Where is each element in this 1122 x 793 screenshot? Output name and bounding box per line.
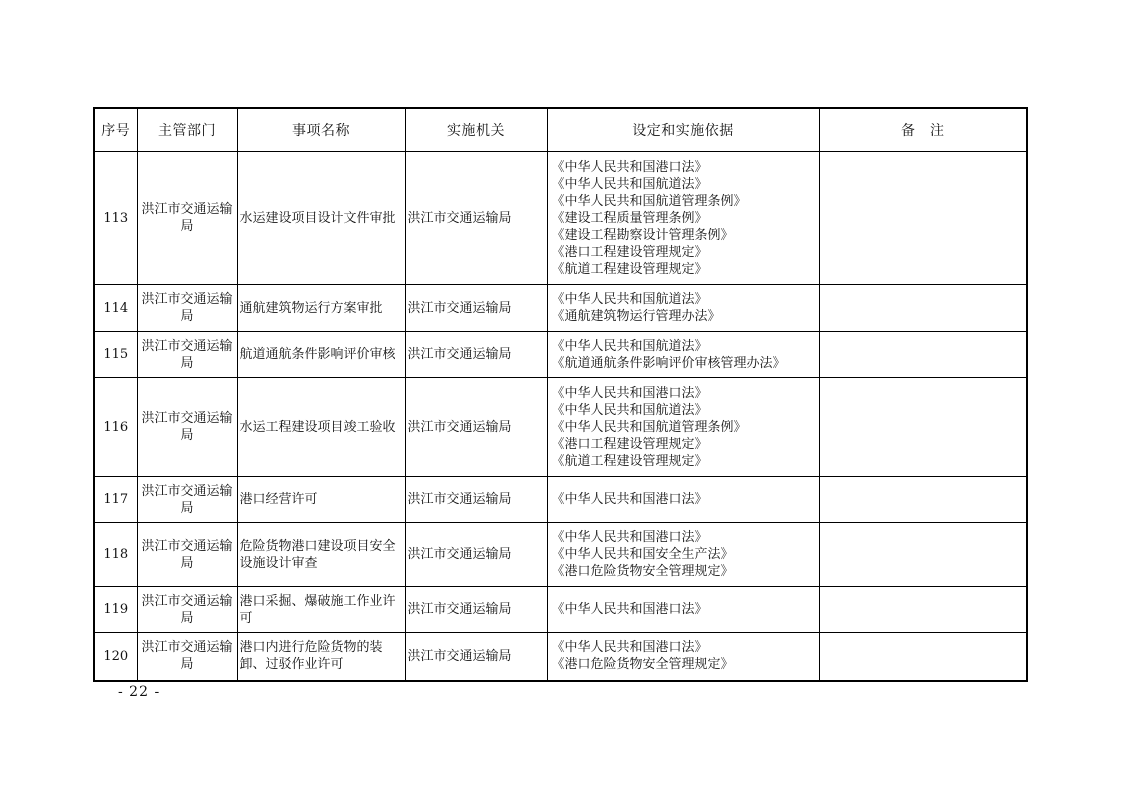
- row-dept-cell: 洪江市交通运输局: [137, 523, 237, 587]
- table-body: [94, 152, 1027, 681]
- table-row: [94, 477, 1027, 523]
- row-remark-cell: [819, 285, 1027, 332]
- row-org-cell: 洪江市交通运输局: [405, 378, 547, 477]
- basis-entry: 《中华人民共和国港口法》: [551, 159, 708, 175]
- basis-entry: 《中华人民共和国航道管理条例》: [551, 193, 747, 209]
- row-org-cell: 洪江市交通运输局: [405, 477, 547, 523]
- table-row: [94, 285, 1027, 332]
- header-dept: 主管部门: [137, 108, 237, 152]
- row-remark-cell: [819, 332, 1027, 378]
- row-remark-cell: [819, 378, 1027, 477]
- basis-entry: 《港口工程建设管理规定》: [551, 436, 708, 452]
- row-item-cell: 水运工程建设项目竣工验收: [237, 378, 405, 477]
- row-seq-cell: 113: [94, 152, 137, 285]
- basis-entry: 《中华人民共和国港口法》: [551, 385, 708, 401]
- row-seq-cell: 119: [94, 587, 137, 633]
- row-remark-cell: [819, 587, 1027, 633]
- row-org-cell: 洪江市交通运输局: [405, 633, 547, 681]
- licensing-items-table: [93, 107, 1028, 682]
- row-seq-cell: 117: [94, 477, 137, 523]
- basis-entry: 《中华人民共和国港口法》: [551, 602, 708, 617]
- table-header: [94, 108, 1027, 152]
- table-row: [94, 152, 1027, 285]
- row-dept-cell: 洪江市交通运输局: [137, 285, 237, 332]
- row-org-cell: 洪江市交通运输局: [405, 523, 547, 587]
- row-org-cell: 洪江市交通运输局: [405, 285, 547, 332]
- row-item-cell: 港口内进行危险货物的装卸、过驳作业许可: [237, 633, 405, 681]
- row-dept-cell: 洪江市交通运输局: [137, 378, 237, 477]
- row-item-cell: 港口经营许可: [237, 477, 405, 523]
- row-seq-cell: 114: [94, 285, 137, 332]
- row-remark-cell: [819, 523, 1027, 587]
- table-row: [94, 523, 1027, 587]
- row-dept-cell: 洪江市交通运输局: [137, 587, 237, 633]
- basis-entry: 《中华人民共和国航道法》: [551, 176, 708, 192]
- row-remark-cell: [819, 152, 1027, 285]
- basis-entry: 《港口工程建设管理规定》: [551, 244, 708, 260]
- row-basis-cell: [547, 285, 819, 332]
- header-row: [94, 108, 1027, 152]
- row-seq-cell: 116: [94, 378, 137, 477]
- row-basis-cell: [547, 378, 819, 477]
- basis-entry: 《通航建筑物运行管理办法》: [551, 309, 721, 324]
- row-seq-cell: 120: [94, 633, 137, 681]
- header-basis: 设定和实施依据: [547, 108, 819, 152]
- row-item-cell: 航道通航条件影响评价审核: [237, 332, 405, 378]
- basis-entry: 《中华人民共和国航道管理条例》: [551, 419, 747, 435]
- row-item-cell: 港口采掘、爆破施工作业许可: [237, 587, 405, 633]
- row-basis-cell: [547, 477, 819, 523]
- row-basis-cell: [547, 523, 819, 587]
- table-row: [94, 378, 1027, 477]
- row-basis-cell: [547, 332, 819, 378]
- row-basis-cell: [547, 152, 819, 285]
- row-remark-cell: [819, 477, 1027, 523]
- header-org: 实施机关: [405, 108, 547, 152]
- page-number: - 22 -: [118, 684, 161, 700]
- row-dept-cell: 洪江市交通运输局: [137, 332, 237, 378]
- row-item-cell: 危险货物港口建设项目安全设施设计审查: [237, 523, 405, 587]
- row-item-cell: 通航建筑物运行方案审批: [237, 285, 405, 332]
- row-basis-cell: [547, 587, 819, 633]
- row-remark-cell: [819, 633, 1027, 681]
- table-row: [94, 332, 1027, 378]
- basis-entry: 《中华人民共和国港口法》: [551, 530, 708, 545]
- basis-entry: 《中华人民共和国安全生产法》: [551, 547, 734, 562]
- basis-entry: 《航道通航条件影响评价审核管理办法》: [551, 355, 786, 371]
- basis-entry: 《中华人民共和国航道法》: [551, 338, 708, 354]
- row-dept-cell: 洪江市交通运输局: [137, 633, 237, 681]
- row-dept-cell: 洪江市交通运输局: [137, 152, 237, 285]
- header-item: 事项名称: [237, 108, 405, 152]
- header-seq: 序号: [94, 108, 137, 152]
- basis-entry: 《中华人民共和国港口法》: [551, 640, 708, 656]
- basis-entry: 《航道工程建设管理规定》: [551, 261, 708, 277]
- basis-entry: 《港口危险货物安全管理规定》: [551, 564, 734, 579]
- table-row: [94, 587, 1027, 633]
- table-row: [94, 633, 1027, 681]
- row-seq-cell: 115: [94, 332, 137, 378]
- row-seq-cell: 118: [94, 523, 137, 587]
- row-item-cell: 水运建设项目设计文件审批: [237, 152, 405, 285]
- basis-entry: 《航道工程建设管理规定》: [551, 453, 708, 469]
- basis-entry: 《港口危险货物安全管理规定》: [551, 657, 734, 673]
- basis-entry: 《建设工程勘察设计管理条例》: [551, 227, 734, 243]
- row-basis-cell: [547, 633, 819, 681]
- basis-entry: 《中华人民共和国港口法》: [551, 492, 708, 507]
- basis-entry: 《建设工程质量管理条例》: [551, 210, 708, 226]
- header-remark: 备 注: [819, 108, 1027, 152]
- row-org-cell: 洪江市交通运输局: [405, 587, 547, 633]
- row-org-cell: 洪江市交通运输局: [405, 332, 547, 378]
- basis-entry: 《中华人民共和国航道法》: [551, 402, 708, 418]
- row-dept-cell: 洪江市交通运输局: [137, 477, 237, 523]
- basis-entry: 《中华人民共和国航道法》: [551, 292, 708, 307]
- row-org-cell: 洪江市交通运输局: [405, 152, 547, 285]
